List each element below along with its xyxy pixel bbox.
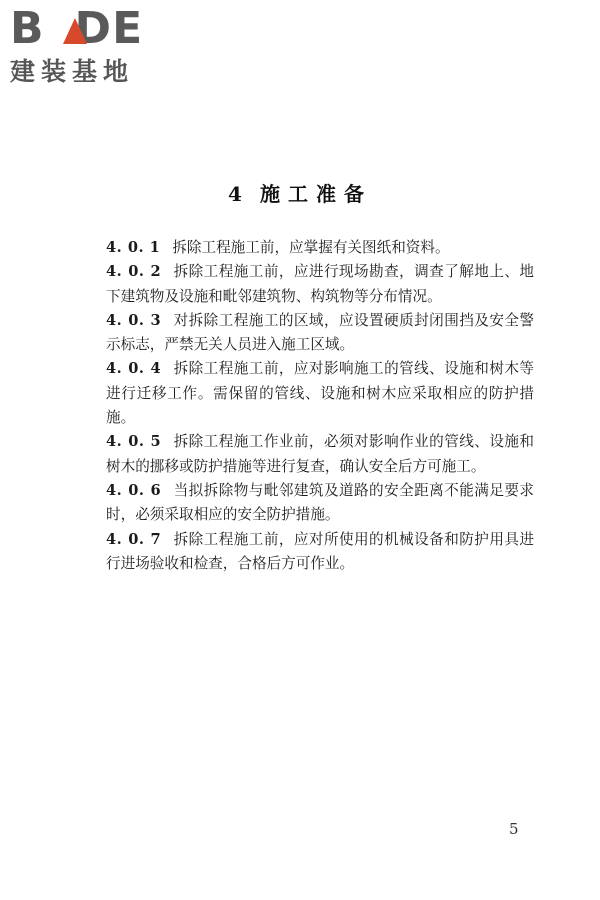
page-number: 5 bbox=[509, 820, 519, 838]
bade-logo bbox=[10, 4, 180, 88]
clause-item bbox=[106, 430, 534, 479]
clause-item bbox=[106, 479, 534, 528]
clause-list bbox=[106, 236, 534, 576]
clause-text: 拆除工程施工前，应对影响施工的管线、设施和树木等进行迁移工作。需保留的管线、设施和树木应采取相应的防护措施。 bbox=[106, 360, 534, 427]
logo-word-b: B bbox=[10, 3, 45, 54]
logo-triangle-shape bbox=[63, 18, 87, 44]
clause-item bbox=[106, 528, 534, 577]
logo-word-de: DE bbox=[74, 3, 144, 54]
clause-item bbox=[106, 309, 534, 358]
clause-number: 4. 0. 4 bbox=[106, 360, 162, 378]
clause-text: 拆除工程施工前，应掌握有关图纸和资料。 bbox=[172, 239, 450, 256]
clause-item bbox=[106, 236, 534, 260]
chapter-heading bbox=[0, 178, 600, 207]
clause-text: 拆除工程施工作业前，必须对影响作业的管线、设施和树木的挪移或防护措施等进行复查，确认安全后方可施工。 bbox=[106, 433, 534, 475]
clause-text: 拆除工程施工前，应进行现场勘查，调查了解地上、地下建筑物及设施和毗邻建筑物、构筑物等分布情况。 bbox=[106, 263, 534, 305]
clause-number: 4. 0. 3 bbox=[106, 311, 162, 329]
clause-number: 4. 0. 7 bbox=[106, 530, 162, 548]
clause-number: 4. 0. 1 bbox=[106, 239, 161, 256]
clause-number: 4. 0. 6 bbox=[106, 481, 162, 499]
clause-text: 对拆除工程施工的区域，应设置硬质封闭围挡及安全警示标志，严禁无关人员进入施工区域。 bbox=[106, 311, 534, 354]
clause-item bbox=[106, 357, 534, 430]
clause-text: 拆除工程施工前，应对所使用的机械设备和防护用具进行进场验收和检查，合格后方可作业。 bbox=[106, 530, 534, 572]
clause-number: 4. 0. 5 bbox=[106, 433, 162, 451]
chapter-title: 施工准备 bbox=[259, 182, 372, 206]
clause-item bbox=[106, 260, 534, 309]
logo-subtitle: 建装基地 bbox=[10, 57, 135, 86]
chapter-number: 4 bbox=[228, 182, 250, 206]
clause-text: 当拟拆除物与毗邻建筑及道路的安全距离不能满足要求时，必须采取相应的安全防护措施。 bbox=[106, 481, 534, 524]
logo-wordmark bbox=[10, 4, 180, 54]
clause-number: 4. 0. 2 bbox=[106, 263, 162, 281]
